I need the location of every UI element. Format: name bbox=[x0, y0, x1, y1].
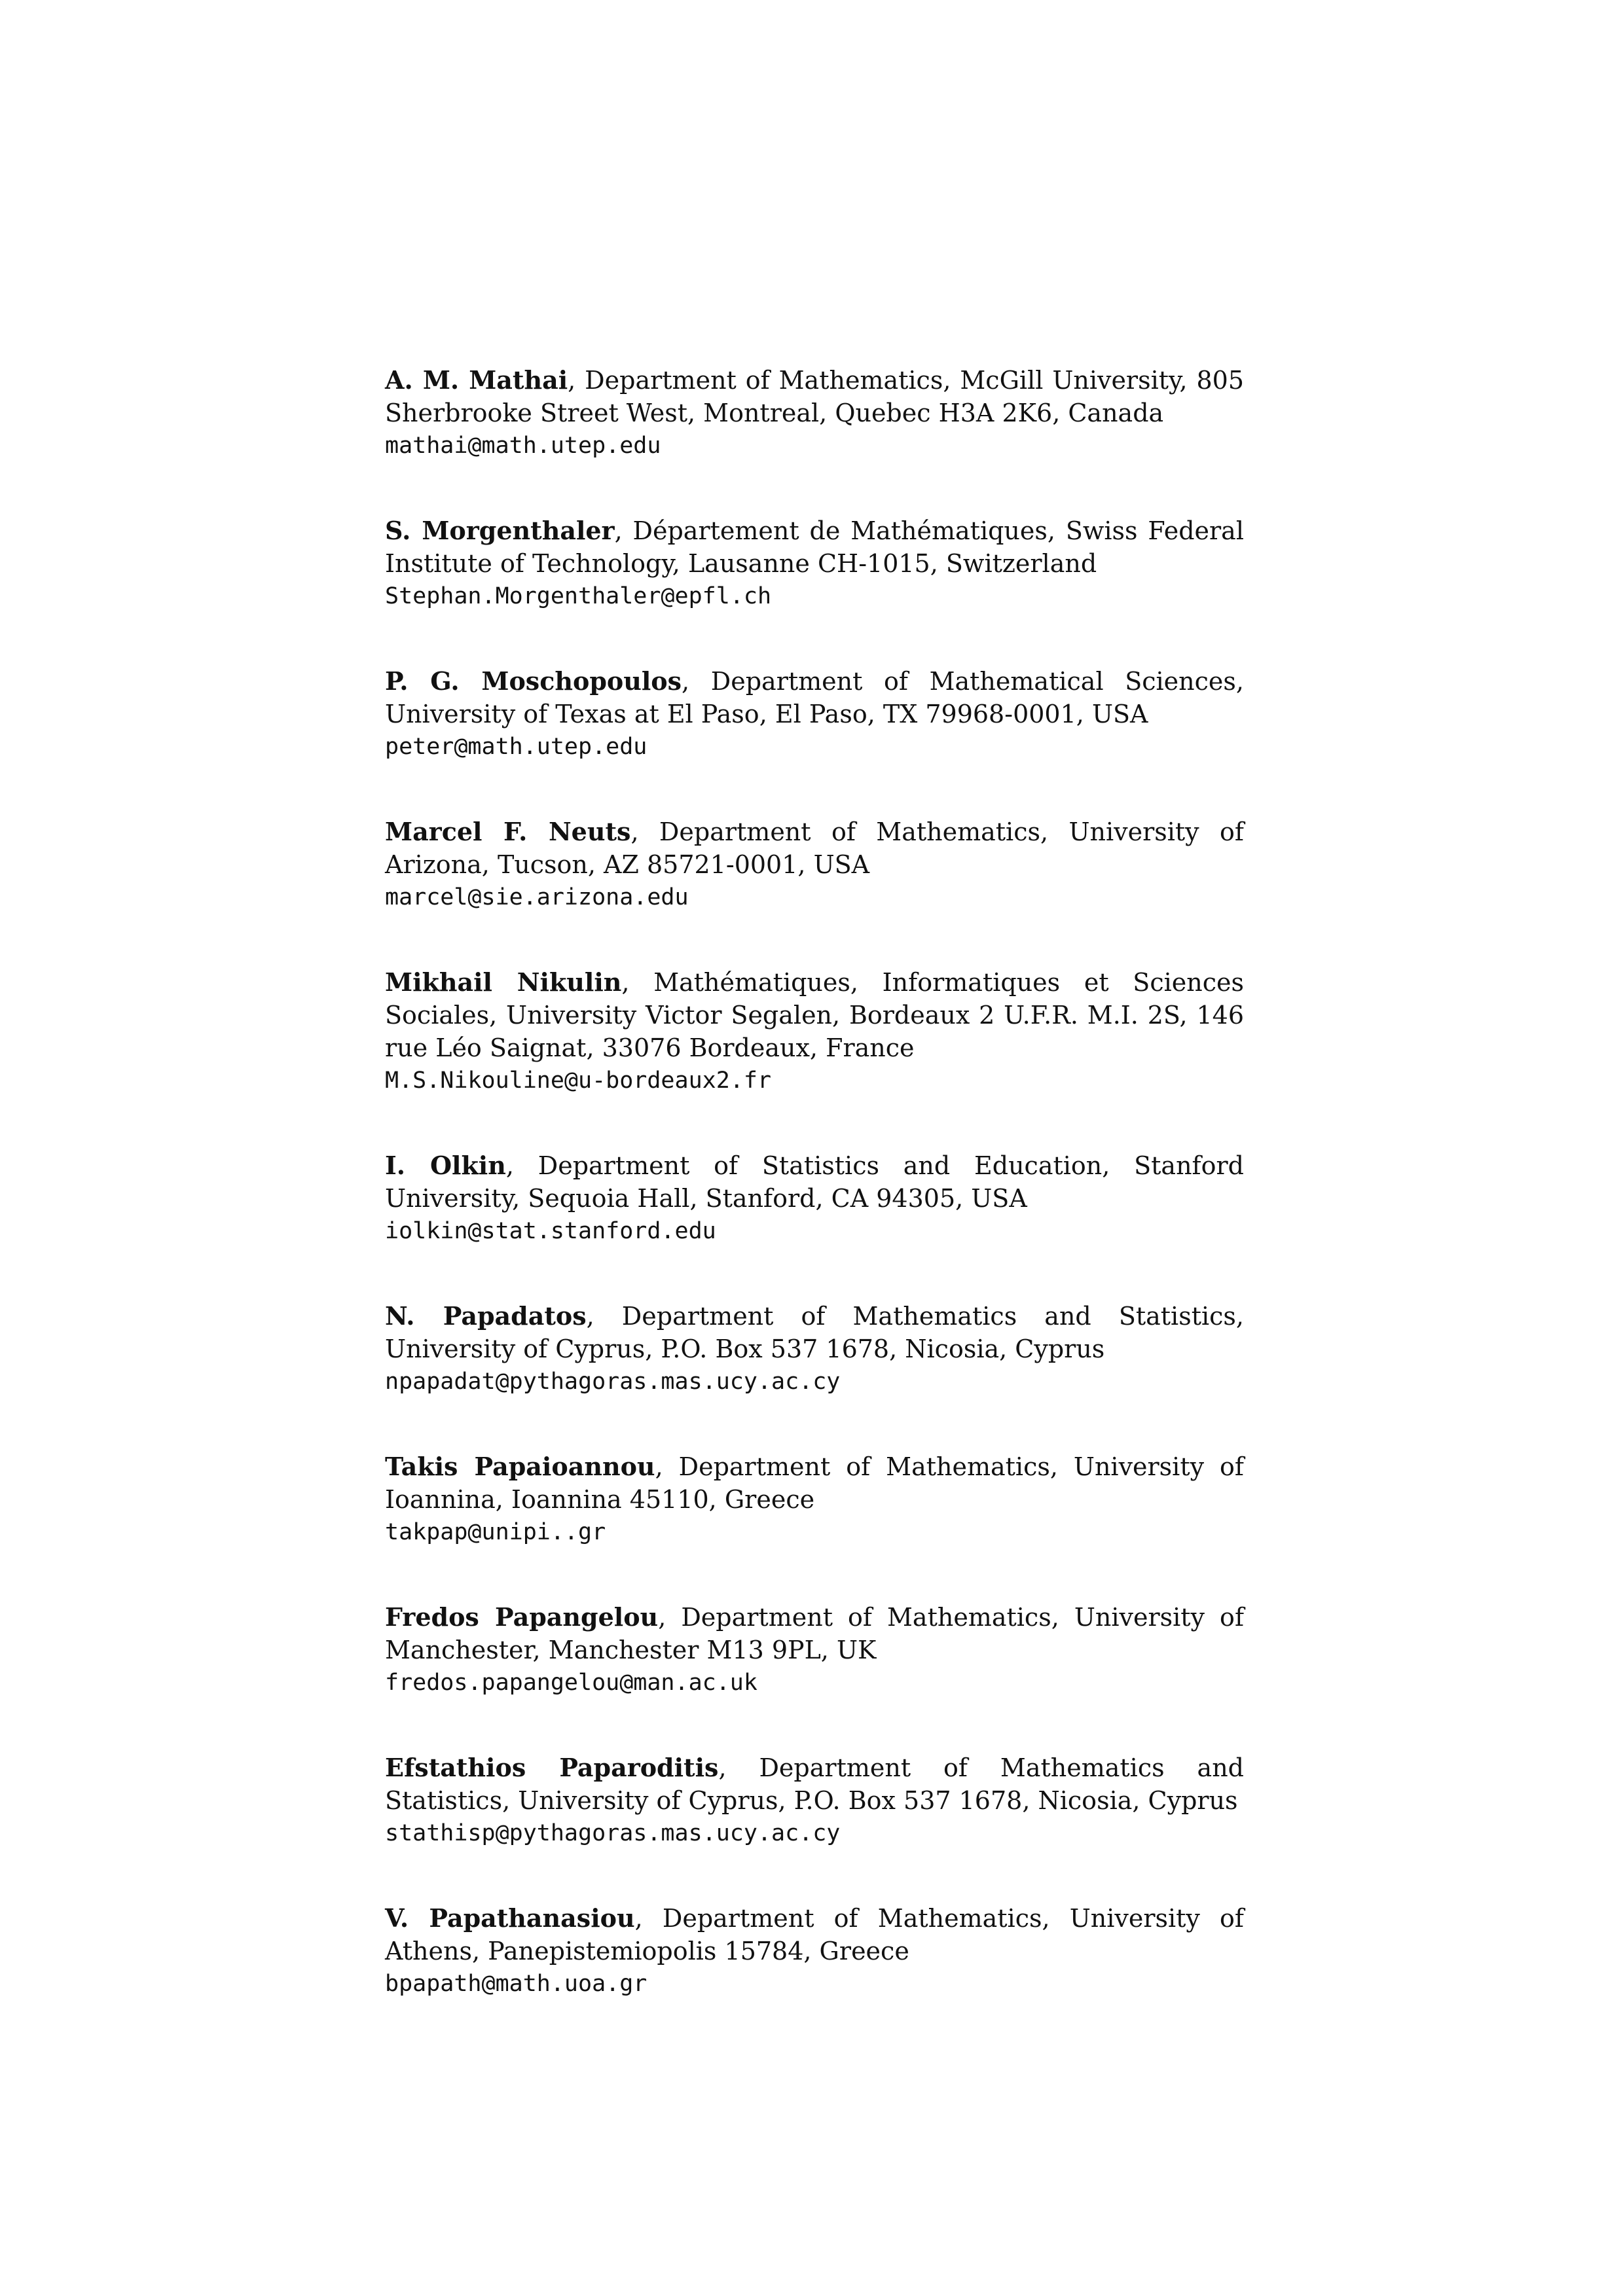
contributor-name: P. G. Moschopoulos bbox=[385, 666, 682, 696]
contributor-name: S. Morgenthaler bbox=[385, 516, 615, 545]
contributor-affiliation: , Mathématiques, Informatiques et Sciences Sociales, University Victor Segalen, Bordeaux 2 U.F.R. M.I. 2S, 146 rue Léo Saignat, 33076 Bordeaux, France bbox=[385, 968, 1244, 1062]
contributor-email: bpapath@math.uoa.gr bbox=[385, 1971, 647, 1997]
contributor-affiliation-line bbox=[385, 1149, 1244, 1215]
contributor-affiliation-line bbox=[385, 1300, 1244, 1365]
contributor-entry bbox=[385, 364, 1244, 462]
contributor-entry bbox=[385, 1450, 1244, 1549]
contributor-affiliation: , Department of Mathematics, University of Ioannina, Ioannina 45110, Greece bbox=[385, 1452, 1245, 1514]
contributor-affiliation: , Department of Statistics and Education, Stanford University, Sequoia Hall, Stanford, CA 94305, USA bbox=[385, 1151, 1244, 1213]
contributor-affiliation-line bbox=[385, 665, 1244, 730]
contributor-entry bbox=[385, 665, 1244, 763]
contributor-name: Takis Papaioannou bbox=[385, 1452, 655, 1481]
contributor-affiliation-line bbox=[385, 1902, 1244, 1967]
contributor-email: stathisp@pythagoras.mas.ucy.ac.cy bbox=[385, 1820, 841, 1846]
contributor-email: peter@math.utep.edu bbox=[385, 734, 647, 760]
contributor-affiliation-line bbox=[385, 816, 1244, 881]
contributor-entry bbox=[385, 966, 1244, 1097]
contributor-affiliation: , Département de Mathématiques, Swiss Federal Institute of Technology, Lausanne CH-1015, Switzerland bbox=[385, 516, 1244, 578]
contributor-name: I. Olkin bbox=[385, 1151, 506, 1180]
contributor-entry bbox=[385, 514, 1244, 613]
contributor-entry bbox=[385, 1902, 1244, 2000]
contributor-affiliation-line bbox=[385, 1601, 1244, 1666]
contributor-email: M.S.Nikouline@u-bordeaux2.fr bbox=[385, 1067, 772, 1094]
contributor-affiliation-line bbox=[385, 966, 1244, 1064]
contributor-name: Fredos Papangelou bbox=[385, 1602, 659, 1632]
contributor-entry bbox=[385, 1300, 1244, 1398]
contributor-affiliation-line bbox=[385, 514, 1244, 580]
contributor-email: marcel@sie.arizona.edu bbox=[385, 884, 689, 910]
contributor-email: mathai@math.utep.edu bbox=[385, 433, 661, 459]
contributor-affiliation: , Department of Mathematics and Statistics, University of Cyprus, P.O. Box 537 1678, Nicosia, Cyprus bbox=[385, 1302, 1244, 1363]
contributor-entry bbox=[385, 816, 1244, 914]
contributor-email: Stephan.Morgenthaler@epfl.ch bbox=[385, 583, 772, 609]
contributor-affiliation: , Department of Mathematics and Statistics, University of Cyprus, P.O. Box 537 1678, Nicosia, Cyprus bbox=[385, 1753, 1244, 1815]
contributor-name: N. Papadatos bbox=[385, 1301, 587, 1331]
contributor-affiliation-line bbox=[385, 364, 1244, 429]
contributor-name: Marcel F. Neuts bbox=[385, 817, 631, 846]
contributor-entry bbox=[385, 1601, 1244, 1699]
contributor-entry bbox=[385, 1149, 1244, 1247]
contributor-name: Efstathios Paparoditis bbox=[385, 1753, 719, 1782]
contributor-email: npapadat@pythagoras.mas.ucy.ac.cy bbox=[385, 1369, 841, 1395]
contributor-affiliation-line bbox=[385, 1450, 1244, 1516]
contributor-name: Mikhail Nikulin bbox=[385, 967, 622, 997]
contributor-affiliation: , Department of Mathematics, University of Arizona, Tucson, AZ 85721-0001, USA bbox=[385, 817, 1244, 879]
contributor-entry bbox=[385, 1751, 1244, 1850]
contributor-email: iolkin@stat.stanford.edu bbox=[385, 1218, 716, 1244]
contributor-name: A. M. Mathai bbox=[385, 365, 568, 395]
contributor-name: V. Papathanasiou bbox=[385, 1903, 635, 1933]
contributor-affiliation: , Department of Mathematical Sciences, University of Texas at El Paso, El Paso, TX 79968-0001, USA bbox=[385, 667, 1244, 728]
contributor-email: fredos.papangelou@man.ac.uk bbox=[385, 1670, 757, 1696]
contributor-affiliation: , Department of Mathematics, University of Athens, Panepistemiopolis 15784, Greece bbox=[385, 1904, 1245, 1965]
contributor-affiliation: , Department of Mathematics, University of Manchester, Manchester M13 9PL, UK bbox=[385, 1603, 1245, 1664]
contributor-list bbox=[385, 364, 1244, 2053]
contributor-affiliation-line bbox=[385, 1751, 1244, 1817]
contributor-email: takpap@unipi..gr bbox=[385, 1519, 606, 1545]
contributor-affiliation: , Department of Mathematics, McGill University, 805 Sherbrooke Street West, Montreal, Quebec H3A 2K6, Canada bbox=[385, 366, 1245, 427]
